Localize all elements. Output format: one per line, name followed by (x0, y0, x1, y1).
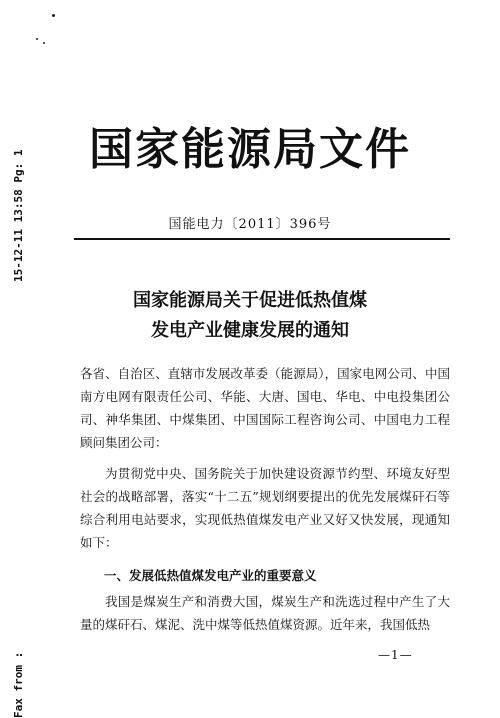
page-number: —1— (378, 648, 413, 662)
scan-speck (36, 38, 38, 40)
fax-from: Fax from : (12, 651, 25, 718)
addressee-paragraph: 各省、自治区、直辖市发展改革委（能源局），国家电网公司、中国南方电网有限责任公司、华能、大唐、国电、华电、中电投集团公司、神华集团、中煤集团、中国国际工程咨询公司、中国电力工程顾问集团公司： (80, 366, 450, 450)
notice-title-line2: 发电产业健康发展的通知 (151, 320, 349, 341)
scan-speck (43, 42, 45, 44)
notice-title (0, 286, 500, 346)
title-rule (74, 238, 450, 240)
notice-title-line1: 国家能源局关于促进低热值煤 (133, 290, 367, 311)
body-paragraph: 我国是煤炭生产和消费大国，煤炭生产和洗选过程中产生了大量的煤矸石、煤泥、洗中煤等低热值煤资源。近年来，我国低热 (80, 594, 450, 632)
document-title: 国家能源局文件 (89, 124, 411, 175)
section-heading: 一、发展低热值煤发电产业的重要意义 (104, 568, 317, 583)
fax-header: 15-12-11 13:58 Pg: 1 (12, 149, 25, 282)
scan-speck (52, 14, 55, 17)
intro-paragraph: 为贯彻党中央、国务院关于加快建设资源节约型、环境友好型社会的战略部署，落实“十二五”规划纲要提出的优先发展煤矸石等综合利用电站要求，实现低热值煤发电产业又好又快发展，现通知如下： (80, 466, 450, 550)
document-number: 国能电力〔2011〕396号 (168, 217, 332, 232)
